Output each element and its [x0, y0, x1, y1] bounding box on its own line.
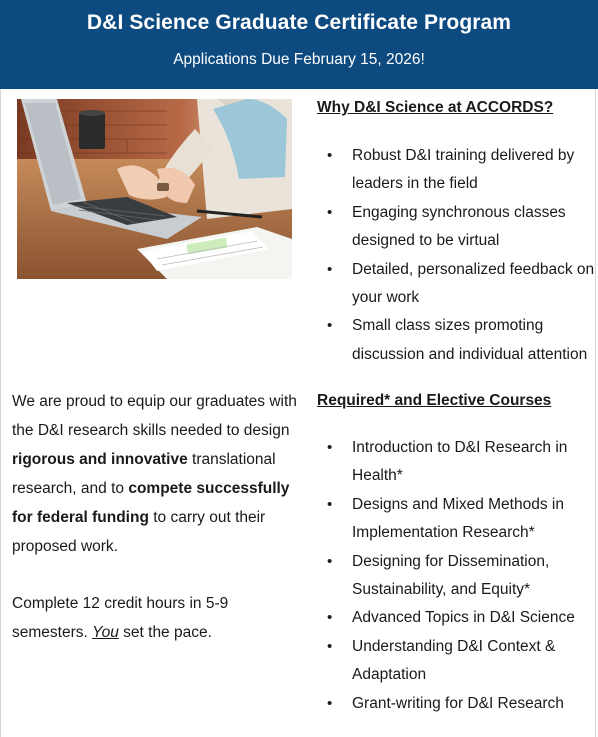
- list-item: • Understanding D&I Context & Adaptation: [327, 633, 595, 690]
- courses-list: [327, 434, 595, 718]
- credits-paragraph: [12, 589, 307, 647]
- list-item: • Small class sizes promoting discussion and individual attention: [327, 312, 595, 369]
- list-item: • Introduction to D&I Research in Health*: [327, 434, 595, 491]
- header-banner: [0, 0, 598, 89]
- deadline-subtitle: Applications Due February 15, 2026!: [173, 51, 425, 68]
- credits-text: Complete 12 credit hours in 5-9 semesters.: [12, 595, 229, 641]
- why-heading: Why D&I Science at ACCORDS?: [317, 99, 554, 116]
- intro-text: We are proud to equip our graduates with the D&I research skills needed to design: [12, 393, 297, 439]
- list-item: • Detailed, personalized feedback on your work: [327, 256, 595, 313]
- intro-paragraph: [12, 387, 307, 561]
- credits-you-emphasis: You: [92, 624, 119, 641]
- intro-text: to carry out their proposed work.: [12, 509, 266, 555]
- list-item: • Grant-writing for D&I Research: [327, 690, 595, 718]
- list-item: • Designs and Mixed Methods in Implementation Research*: [327, 491, 595, 548]
- intro-text: translational research, and to: [12, 451, 276, 497]
- courses-heading: Required* and Elective Courses: [317, 392, 552, 409]
- intro-bold-funding: compete successfully for federal funding: [12, 480, 290, 526]
- page-title: D&I Science Graduate Certificate Program: [86, 11, 512, 34]
- list-item: • Robust D&I training delivered by leaders in the field: [327, 142, 595, 199]
- credits-text: set the pace.: [118, 624, 212, 641]
- intro-bold-rigorous: rigorous and innovative: [12, 451, 188, 468]
- why-list: [327, 142, 595, 369]
- laptop-photo: [17, 99, 292, 279]
- list-item: • Engaging synchronous classes designed to be virtual: [327, 199, 595, 256]
- list-item: • Designing for Dissemination, Sustainability, and Equity*: [327, 548, 595, 605]
- list-item: • Advanced Topics in D&I Science: [327, 604, 595, 632]
